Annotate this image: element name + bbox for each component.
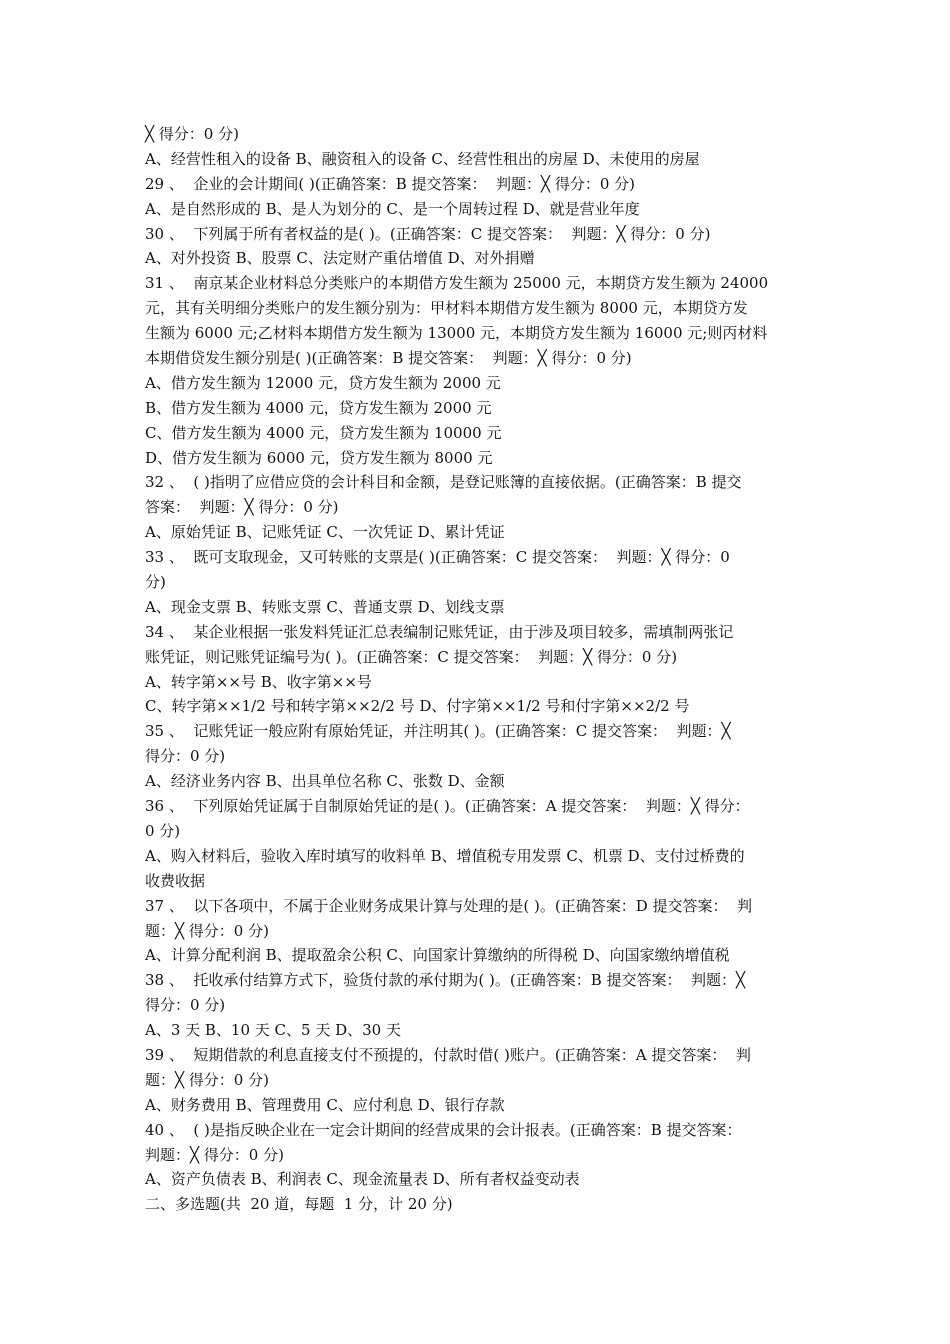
document-body (145, 122, 813, 1217)
text-line: A、购入材料后，验收入库时填写的收料单 B、增值税专用发票 C、机票 D、支付过桥费的 (145, 846, 745, 865)
text-line: 题：╳ 得分：0 分) (145, 1070, 269, 1089)
text-line: 分) (145, 573, 166, 592)
text-line: 元，其有关明细分类账户的发生额分别为：甲材料本期借方发生额为 8000 元，本期贷方发 (145, 299, 748, 318)
text-line: 账凭证，则记账凭证编号为( )。(正确答案：C 提交答案： 判题：╳ 得分：0 分) (145, 647, 678, 666)
text-line: 答案： 判题：╳ 得分：0 分) (145, 498, 339, 517)
text-line: D、借方发生额为 6000 元，贷方发生额为 8000 元 (145, 448, 493, 467)
text-line: A、3 天 B、10 天 C、5 天 D、30 天 (145, 1021, 401, 1040)
text-line: 得分：0 分) (145, 747, 226, 766)
text-line: 29 、 企业的会计期间( )(正确答案：B 提交答案： 判题：╳ 得分：0 分) (145, 174, 636, 193)
text-line: 二、多选题(共 20 道，每题 1 分，计 20 分) (145, 1195, 453, 1214)
text-line: A、是自然形成的 B、是人为划分的 C、是一个周转过程 D、就是营业年度 (145, 199, 640, 218)
text-line: 生额为 6000 元;乙材料本期借方发生额为 13000 元，本期贷方发生额为 16000 元;则丙材料 (145, 324, 768, 343)
text-line: C、转字第××1/2 号和转字第××2/2 号 D、付字第××1/2 号和付字第××2/2 号 (145, 697, 690, 716)
text-line: 38 、 托收承付结算方式下，验货付款的承付期为( )。(正确答案：B 提交答案： 判题：╳ (145, 971, 746, 990)
text-line: A、计算分配利润 B、提取盈余公积 C、向国家计算缴纳的所得税 D、向国家缴纳增值税 (145, 946, 730, 965)
text-line: 39 、 短期借款的利息直接支付不预提的，付款时借( )账户。(正确答案：A 提交答案： 判 (145, 1045, 751, 1064)
text-line: A、现金支票 B、转账支票 C、普通支票 D、划线支票 (145, 597, 505, 616)
text-line: A、对外投资 B、股票 C、法定财产重估增值 D、对外捐赠 (145, 249, 535, 268)
text-line: A、财务费用 B、管理费用 C、应付利息 D、银行存款 (145, 1095, 505, 1114)
text-line: B、借方发生额为 4000 元，贷方发生额为 2000 元 (145, 398, 492, 417)
text-line: C、借方发生额为 4000 元，贷方发生额为 10000 元 (145, 423, 502, 442)
text-line: 34 、 某企业根据一张发料凭证汇总表编制记账凭证，由于涉及项目较多，需填制两张记 (145, 622, 734, 641)
text-line: 题：╳ 得分：0 分) (145, 921, 269, 940)
text-line: A、资产负债表 B、利润表 C、现金流量表 D、所有者权益变动表 (145, 1170, 580, 1189)
text-line: 判题：╳ 得分：0 分) (145, 1145, 284, 1164)
text-line: 33 、 既可支取现金，又可转账的支票是( )(正确答案：C 提交答案： 判题：╳ 得分：0 (145, 548, 730, 567)
text-line: A、转字第××号 B、收字第××号 (145, 672, 372, 691)
text-line: 30 、 下列属于所有者权益的是( )。(正确答案：C 提交答案： 判题：╳ 得分：0 分) (145, 224, 711, 243)
text-line: A、经营性租入的设备 B、融资租入的设备 C、经营性租出的房屋 D、未使用的房屋 (145, 149, 700, 168)
text-line: 收费收据 (145, 871, 206, 890)
text-line: 36 、 下列原始凭证属于自制原始凭证的是( )。(正确答案：A 提交答案： 判题：╳ 得分： (145, 797, 750, 816)
text-line: 35 、 记账凭证一般应附有原始凭证，并注明其( )。(正确答案：C 提交答案： 判题：╳ (145, 722, 731, 741)
text-line: 37 、 以下各项中，不属于企业财务成果计算与处理的是( )。(正确答案：D 提交答案： 判 (145, 896, 753, 915)
text-line: 31 、 南京某企业材料总分类账户的本期借方发生额为 25000 元，本期贷方发生额为 24000 (145, 274, 769, 293)
text-line: A、借方发生额为 12000 元，贷方发生额为 2000 元 (145, 373, 501, 392)
text-line: ╳ 得分：0 分) (145, 125, 239, 143)
text-line: 32 、 ( )指明了应借应贷的会计科目和金额，是登记账簿的直接依据。(正确答案：B 提交 (145, 473, 742, 492)
text-line: A、原始凭证 B、记账凭证 C、一次凭证 D、累计凭证 (145, 523, 505, 542)
text-line: 0 分) (145, 821, 181, 840)
text-line: 得分：0 分) (145, 996, 226, 1015)
text-line: A、经济业务内容 B、出具单位名称 C、张数 D、金额 (145, 772, 505, 791)
text-line: 40 、 ( )是指反映企业在一定会计期间的经营成果的会计报表。(正确答案：B 提交答案： (145, 1120, 742, 1139)
text-line: 本期借贷发生额分别是( )(正确答案：B 提交答案： 判题：╳ 得分：0 分) (145, 349, 632, 368)
